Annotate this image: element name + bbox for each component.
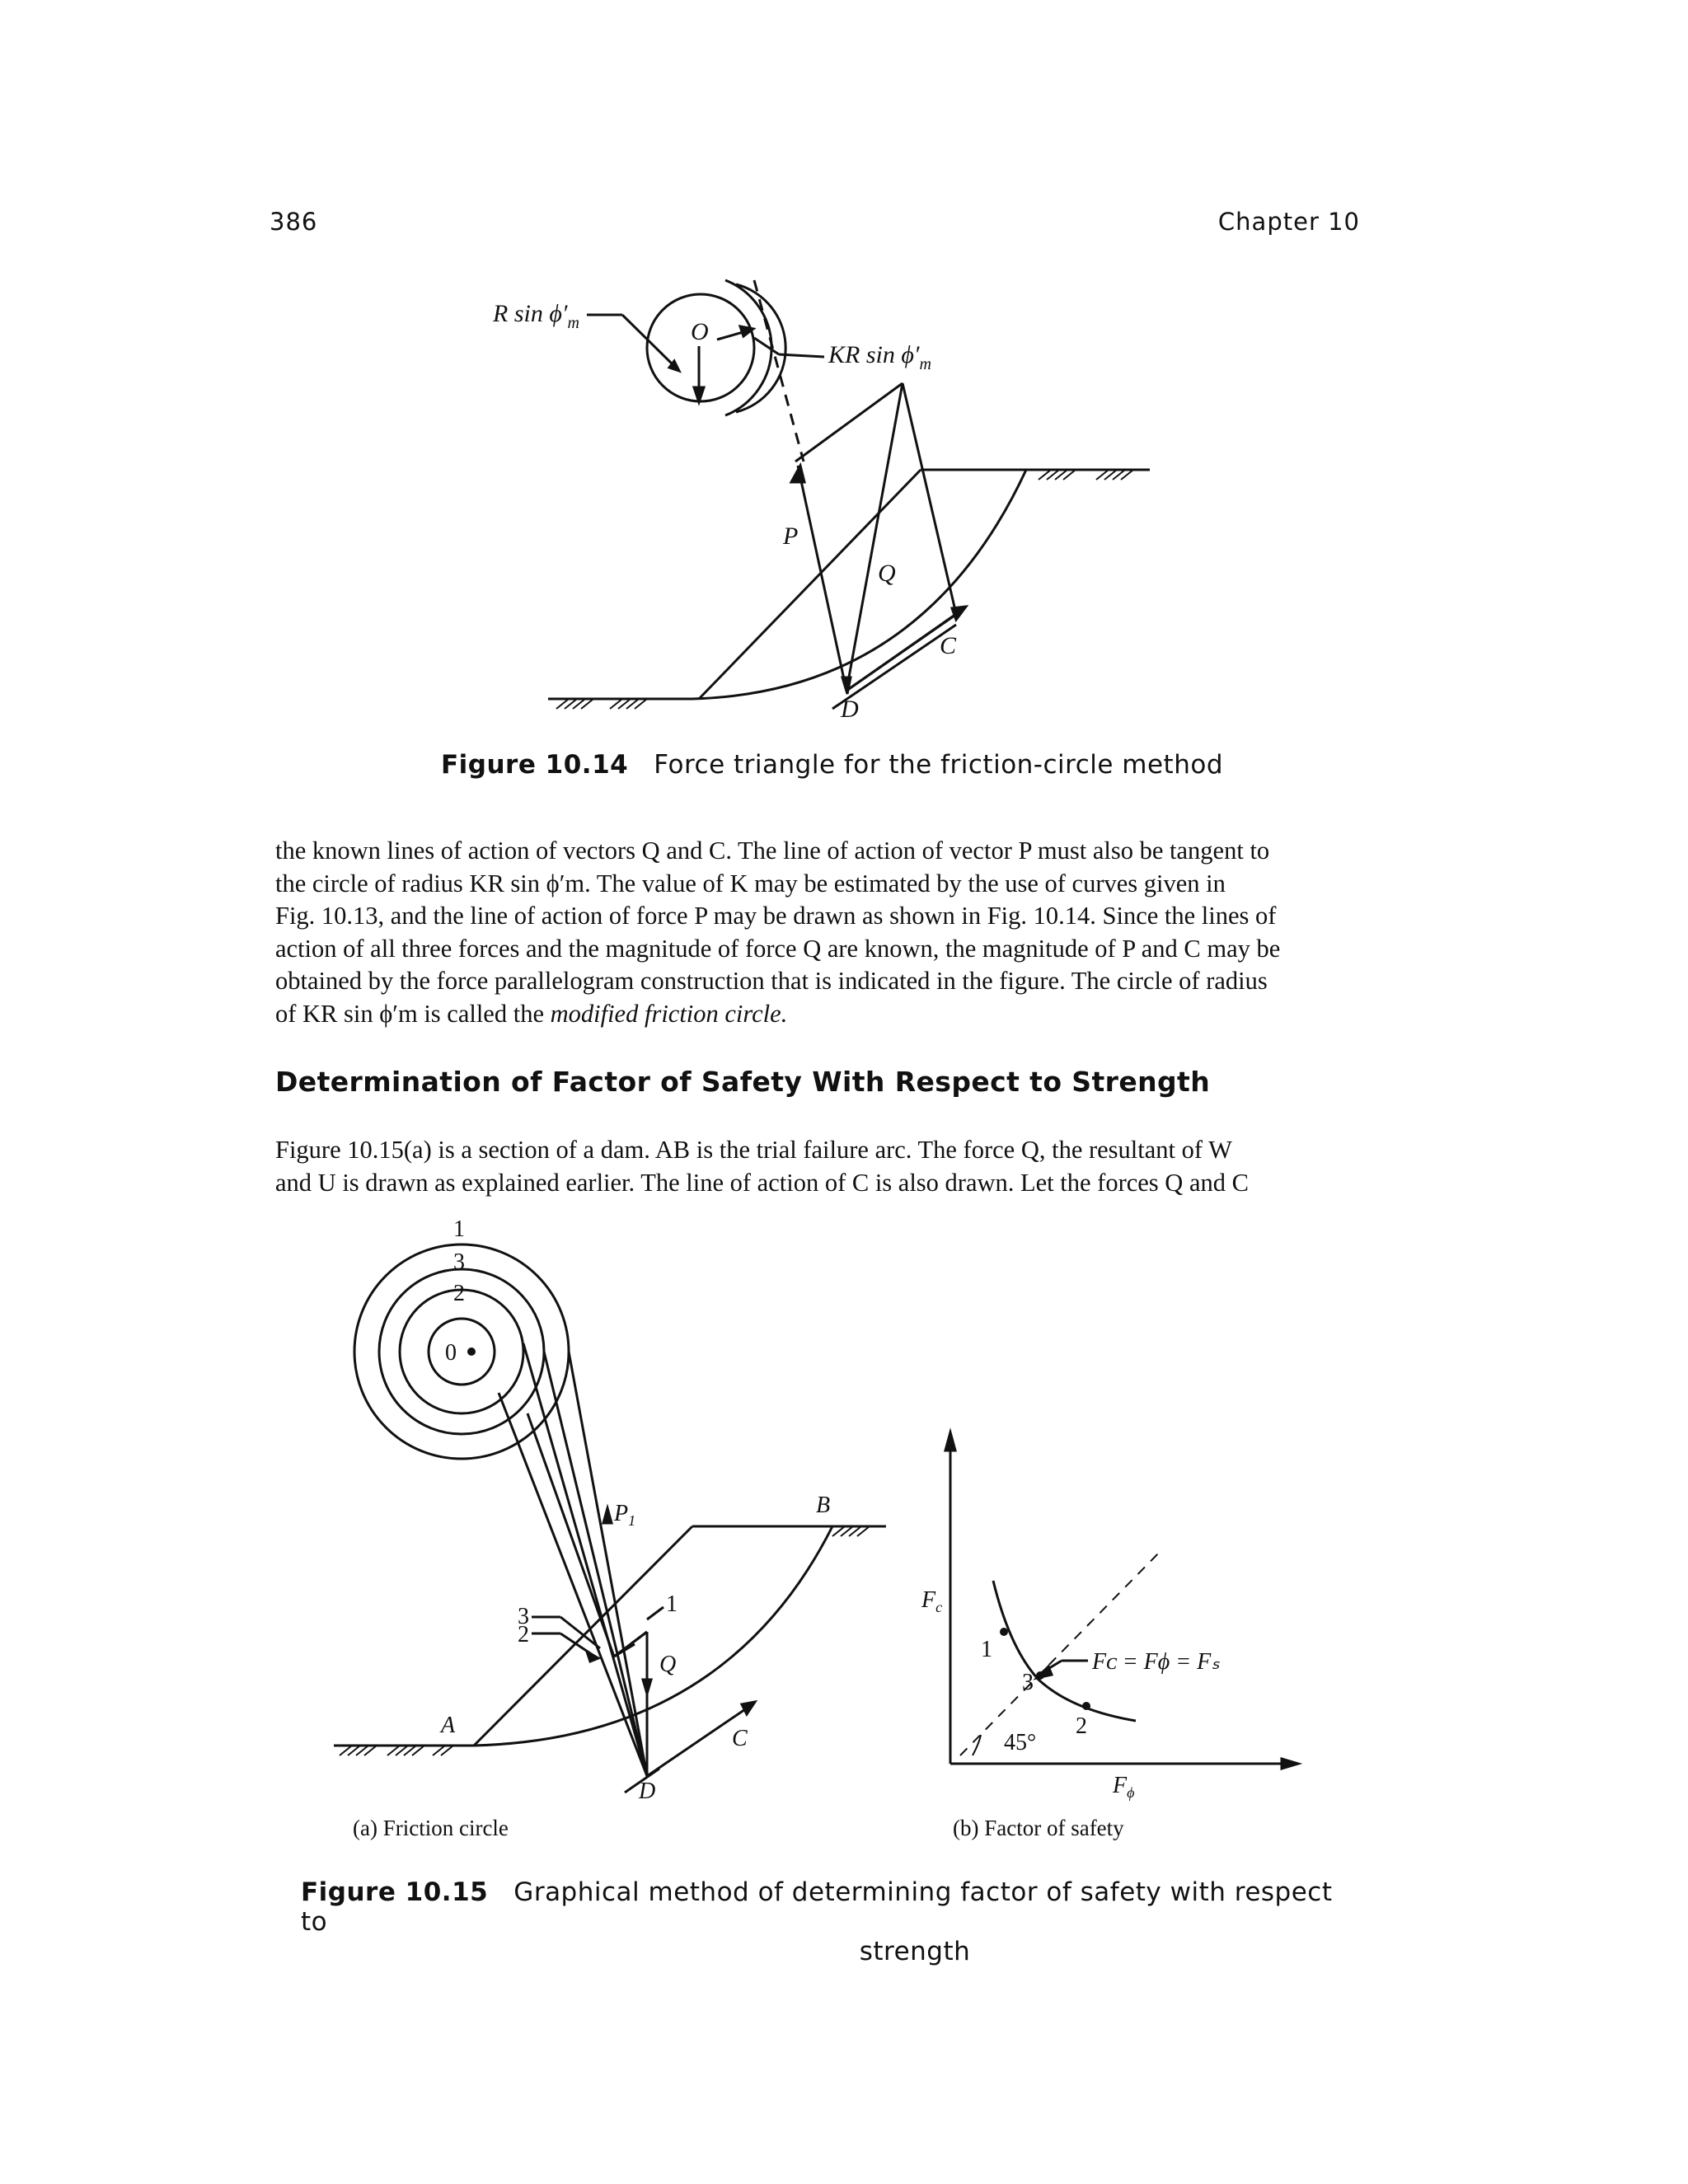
paragraph-2 (275, 1134, 1362, 1199)
caption-text: Graphical method of determining factor of safety with respect to (301, 1877, 1333, 1937)
panel-a-friction-circle (334, 1244, 886, 1793)
figure-10-14 (0, 0, 1688, 742)
panel-b-factor-of-safety (945, 1432, 1298, 1769)
circle-label-3: 3 (453, 1249, 465, 1275)
label-c: C (940, 632, 957, 659)
friction-circle (647, 294, 754, 401)
label-a: A (441, 1713, 456, 1738)
text-line: of KR sin ϕ′m is called the modified friction circle. (275, 999, 788, 1028)
label-d: D (841, 696, 859, 723)
line-label-1: 1 (666, 1591, 678, 1617)
figure-10-15-drawing (0, 1212, 1688, 1821)
point-1 (1000, 1628, 1008, 1636)
caption-number: Figure 10.15 (301, 1877, 489, 1907)
text-line: obtained by the force parallelogram construction that is indicated in the figure. The circle of radius (275, 967, 1268, 995)
figure-10-14-drawing (0, 0, 1688, 742)
paragraph-1 (275, 835, 1362, 1030)
label-kr-sin: KR $\sin \phi'_m$ (828, 341, 931, 373)
x-axis-label: $F_\phi$ (1113, 1773, 1135, 1801)
center-label: 0 (445, 1340, 457, 1366)
panel-a-caption: (a) Friction circle (353, 1816, 509, 1840)
page-number: 386 (270, 208, 318, 236)
text-line: and U is drawn as explained earlier. The line of action of C is also drawn. Let the forces Q and C (275, 1168, 1249, 1197)
point-3 (1036, 1671, 1044, 1680)
caption-text-line2: strength (859, 1937, 971, 1966)
label-c: C (732, 1726, 748, 1751)
center-dot (467, 1347, 476, 1356)
y-axis-label: $F_c$ (921, 1587, 943, 1615)
label-p: P (783, 523, 799, 550)
text-line: Figure 10.15(a) is a section of a dam. AB is the trial failure arc. The force Q, the resultant of W (275, 1136, 1232, 1164)
equality-label: Fᴄ = Fϕ = Fₛ (1092, 1649, 1220, 1675)
chapter-label: Chapter 10 (1217, 208, 1360, 236)
point-label-3: 3 (1022, 1670, 1034, 1695)
point-label-2: 2 (1076, 1713, 1087, 1739)
text-line: action of all three forces and the magnitude of force Q are known, the magnitude of P and C may be (275, 934, 1281, 963)
circle-label-1: 1 (453, 1216, 465, 1242)
line-label-2: 2 (518, 1622, 529, 1647)
point-2 (1082, 1702, 1090, 1710)
point-label-1: 1 (981, 1637, 992, 1662)
circle-label-2: 2 (453, 1281, 465, 1306)
label-r-sin: R $\sin \phi'_m$ (493, 300, 579, 332)
text-line: Fig. 10.13, and the line of action of force P may be drawn as shown in Fig. 10.14. Since the lines of (275, 902, 1277, 930)
text-line: the circle of radius KR sin ϕ′m. The value of K may be estimated by the use of curves given in (275, 869, 1226, 898)
caption-number: Figure 10.14 (441, 750, 629, 780)
caption-text: Force triangle for the friction-circle method (654, 750, 1224, 780)
figure-10-15 (0, 1212, 1688, 1821)
figure-10-15-caption (301, 1877, 1364, 1966)
label-q: Q (878, 560, 896, 587)
label-b: B (816, 1493, 831, 1518)
section-heading: Determination of Factor of Safety With Respect to Strength (275, 1066, 1211, 1098)
panel-b-caption: (b) Factor of safety (953, 1816, 1124, 1840)
label-p1: $P_1$ (614, 1501, 636, 1529)
label-o: O (691, 318, 709, 345)
angle-label: 45° (1004, 1730, 1037, 1755)
figure-10-14-caption (441, 750, 1223, 780)
label-d: D (639, 1779, 656, 1804)
text-line: the known lines of action of vectors Q and C. The line of action of vector P must also be tangent to (275, 837, 1270, 865)
label-q: Q (659, 1652, 677, 1677)
line-label-3: 3 (518, 1604, 529, 1629)
